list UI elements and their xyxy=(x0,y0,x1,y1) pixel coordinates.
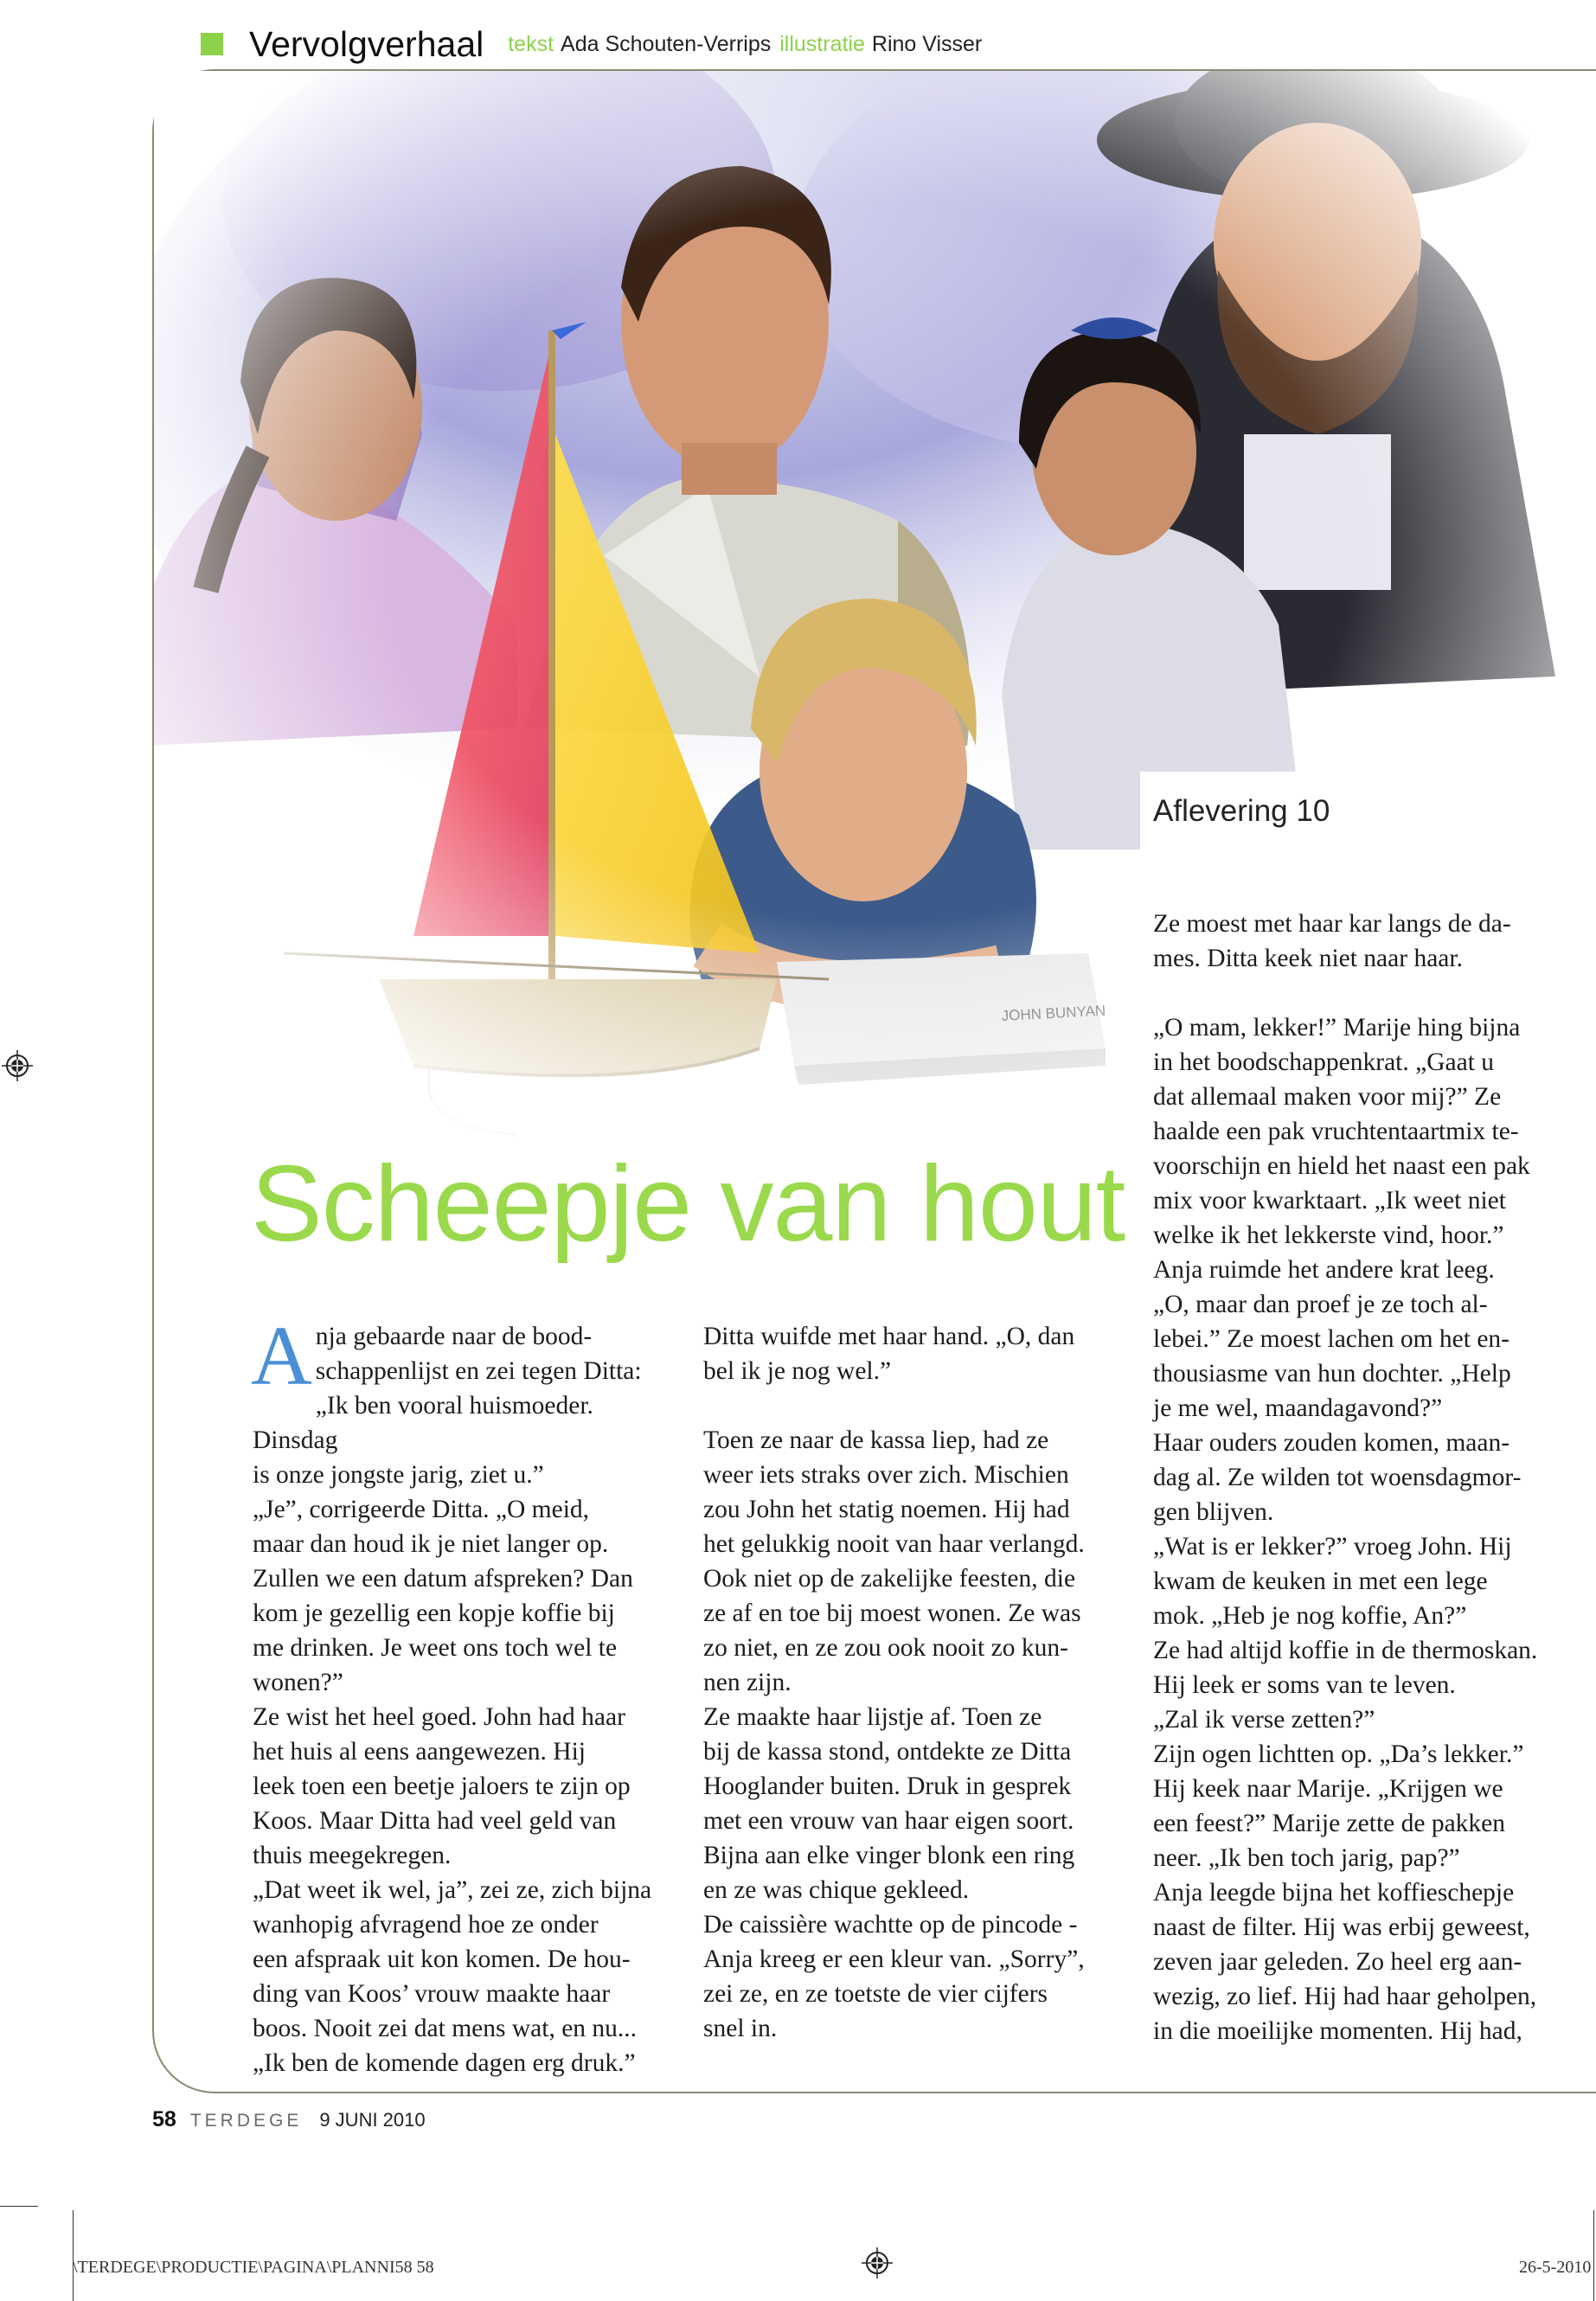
text-line: met een vrouw van haar eigen soort. xyxy=(703,1807,1074,1835)
crop-mark xyxy=(73,2210,74,2301)
text-line: „Ik ben vooral huismoeder. Dinsdag xyxy=(253,1392,593,1454)
text-line: Hij keek naar Marije. „Krijgen we xyxy=(1153,1775,1503,1803)
text-line: „Je”, corrigeerde Ditta. „O meid, xyxy=(253,1496,590,1523)
text-line: het gelukkig nooit van haar verlangd. xyxy=(703,1530,1085,1558)
text-line: een feest?” Marije zette de pakken xyxy=(1153,1810,1506,1837)
text-line: welke ik het lekkerste vind, hoor.” xyxy=(1153,1221,1504,1249)
dropcap-letter: A xyxy=(251,1310,312,1403)
registration-mark-icon xyxy=(2,1050,33,1081)
text-line: mes. Ditta keek niet naar haar. xyxy=(1153,945,1463,972)
text-line: boos. Nooit zei dat mens wat, en nu... xyxy=(253,2015,638,2042)
text-line: voorschijn en hield het naast een pak xyxy=(1153,1152,1530,1180)
article-header xyxy=(201,16,990,73)
text-line: wanhopig afvragend hoe ze onder xyxy=(253,1911,599,1939)
text-column-2 xyxy=(703,1319,1127,2046)
text-line: dat allemaal maken voor mij?” Ze xyxy=(1153,1083,1502,1111)
paragraph-gap xyxy=(703,1388,1127,1423)
text-line: thousiasme van hun dochter. „Help xyxy=(1153,1360,1511,1388)
text-line: Anja leegde bijna het koffieschepje xyxy=(1153,1879,1515,1907)
text-line: Toen ze naar de kassa liep, had ze xyxy=(703,1426,1049,1454)
text-line: thuis meegekregen. xyxy=(253,1842,452,1869)
episode-label: Aflevering 10 xyxy=(1153,794,1330,828)
text-line: Ze had altijd koffie in de thermoskan. xyxy=(1153,1637,1538,1664)
text-line: nja gebaarde naar de bood- xyxy=(315,1323,593,1350)
text-line: naast de filter. Hij was erbij geweest, xyxy=(1153,1913,1530,1941)
print-slug-path: \TERDEGE\PRODUCTIE\PAGINA\PLANNI58 58 xyxy=(73,2258,434,2277)
text-line: zo niet, en ze zou ook nooit zo kun- xyxy=(703,1634,1068,1662)
crop-mark xyxy=(1593,2210,1594,2301)
text-line: bij de kassa stond, ontdekte ze Ditta xyxy=(703,1738,1072,1766)
paragraph-gap xyxy=(1153,976,1586,1010)
text-line: kom je gezellig een kopje koffie bij xyxy=(253,1599,615,1627)
text-column-3 xyxy=(1153,907,1586,2048)
text-line: leek toen een beetje jaloers te zijn op xyxy=(253,1772,631,1800)
text-line: Hij leek er soms van te leven. xyxy=(1153,1671,1456,1699)
text-line: mix voor kwarktaart. „Ik weet niet xyxy=(1153,1187,1506,1215)
text-line: Ze moest met haar kar langs de da- xyxy=(1153,910,1511,938)
text-line: wonen?” xyxy=(253,1669,343,1696)
text-line: ze af en toe bij moest wonen. Ze was xyxy=(703,1599,1081,1627)
text-line: ding van Koos’ vrouw maakte haar xyxy=(253,1980,611,2008)
text-line: Anja ruimde het andere krat leeg. xyxy=(1153,1256,1495,1284)
text-line: zou John het statig noemen. Hij had xyxy=(703,1496,1070,1523)
text-line: Hooglander buiten. Druk in gesprek xyxy=(703,1772,1072,1800)
issue-date: 9 JUNI 2010 xyxy=(319,2109,426,2131)
text-credit-label: tekst xyxy=(508,31,554,56)
magazine-name: TERDEGE xyxy=(189,2111,303,2131)
text-line: mok. „Heb je nog koffie, An?” xyxy=(1153,1602,1467,1630)
section-title: Vervolgverhaal xyxy=(249,23,484,64)
text-line: me drinken. Je weet ons toch wel te xyxy=(253,1634,618,1662)
page-number: 58 xyxy=(152,2107,176,2131)
text-line: Koos. Maar Ditta had veel geld van xyxy=(253,1807,617,1835)
text-line: zei ze, en ze toetste de vier cijfers xyxy=(703,1980,1048,2008)
registration-mark-icon xyxy=(862,2247,893,2279)
illustrator-name: Rino Visser xyxy=(871,31,983,56)
text-line: weer iets straks over zich. Mischien xyxy=(703,1461,1069,1489)
text-line: „O, maar dan proef je ze toch al- xyxy=(1153,1291,1488,1318)
text-line: je me wel, maandagavond?” xyxy=(1153,1394,1443,1422)
text-line: Ze wist het heel goed. John had haar xyxy=(253,1703,625,1731)
text-line: snel in. xyxy=(703,2015,778,2042)
text-line: kwam de keuken in met een lege xyxy=(1153,1567,1488,1595)
text-line: een afspraak uit kon komen. De hou- xyxy=(253,1945,631,1973)
text-line: is onze jongste jarig, ziet u.” xyxy=(253,1461,544,1489)
text-line: nen zijn. xyxy=(703,1669,792,1696)
text-line: maar dan houd ik je niet langer op. xyxy=(253,1530,609,1558)
print-slug-date: 26-5-2010 xyxy=(1519,2258,1592,2277)
author-name: Ada Schouten-Verrips xyxy=(561,31,772,56)
page-footer xyxy=(152,2107,426,2132)
text-line: in het boodschappenkrat. „Gaat u xyxy=(1153,1048,1495,1076)
article-title: Scheepje van hout xyxy=(251,1144,1125,1264)
text-line: Ze maakte haar lijstje af. Toen ze xyxy=(703,1703,1042,1731)
text-line: „Dat weet ik wel, ja”, zei ze, zich bijna xyxy=(253,1876,652,1904)
section-marker-square xyxy=(201,33,223,55)
text-line: „O mam, lekker!” Marije hing bijna xyxy=(1153,1014,1521,1042)
text-line: Ook niet op de zakelijke feesten, die xyxy=(703,1565,1076,1593)
text-line: Anja kreeg er een kleur van. „Sorry”, xyxy=(703,1945,1085,1973)
text-line: dag al. Ze wilden tot woensdagmor- xyxy=(1153,1464,1522,1491)
text-line: „Ik ben de komende dagen erg druk.” xyxy=(253,2049,636,2077)
text-line: „Zal ik verse zetten?” xyxy=(1153,1706,1375,1734)
text-line: Ditta wuifde met haar hand. „O, dan xyxy=(703,1323,1075,1350)
illustration-credit-label: illustratie xyxy=(779,31,865,56)
text-line: wezig, zo lief. Hij had haar geholpen, xyxy=(1153,1983,1537,2010)
text-line: bel ik je nog wel.” xyxy=(703,1357,892,1385)
text-line: Zullen we een datum afspreken? Dan xyxy=(253,1565,633,1593)
text-column-1 xyxy=(251,1310,670,2080)
text-line: lebei.” Ze moest lachen om het en- xyxy=(1153,1325,1510,1353)
text-line: schappenlijst en zei tegen Ditta: xyxy=(315,1357,642,1385)
text-line: Zijn ogen lichtten op. „Da’s lekker.” xyxy=(1153,1740,1524,1768)
text-line: „Wat is er lekker?” vroeg John. Hij xyxy=(1153,1533,1512,1561)
text-line: haalde een pak vruchtentaartmix te- xyxy=(1153,1118,1519,1145)
text-line: gen blijven. xyxy=(1153,1498,1274,1526)
text-line: neer. „Ik ben toch jarig, pap?” xyxy=(1153,1844,1460,1872)
text-line: Haar ouders zouden komen, maan- xyxy=(1153,1429,1510,1457)
text-line: in die moeilijke momenten. Hij had, xyxy=(1153,2017,1522,2045)
text-line: zeven jaar geleden. Zo heel erg aan- xyxy=(1153,1948,1522,1976)
text-line: het huis al eens aangewezen. Hij xyxy=(253,1738,586,1766)
crop-mark xyxy=(0,2206,38,2207)
text-line: Bijna aan elke vinger blonk een ring xyxy=(703,1842,1075,1869)
text-line: De caissière wachtte op de pincode - xyxy=(703,1911,1078,1939)
text-line: en ze was chique gekleed. xyxy=(703,1876,970,1904)
